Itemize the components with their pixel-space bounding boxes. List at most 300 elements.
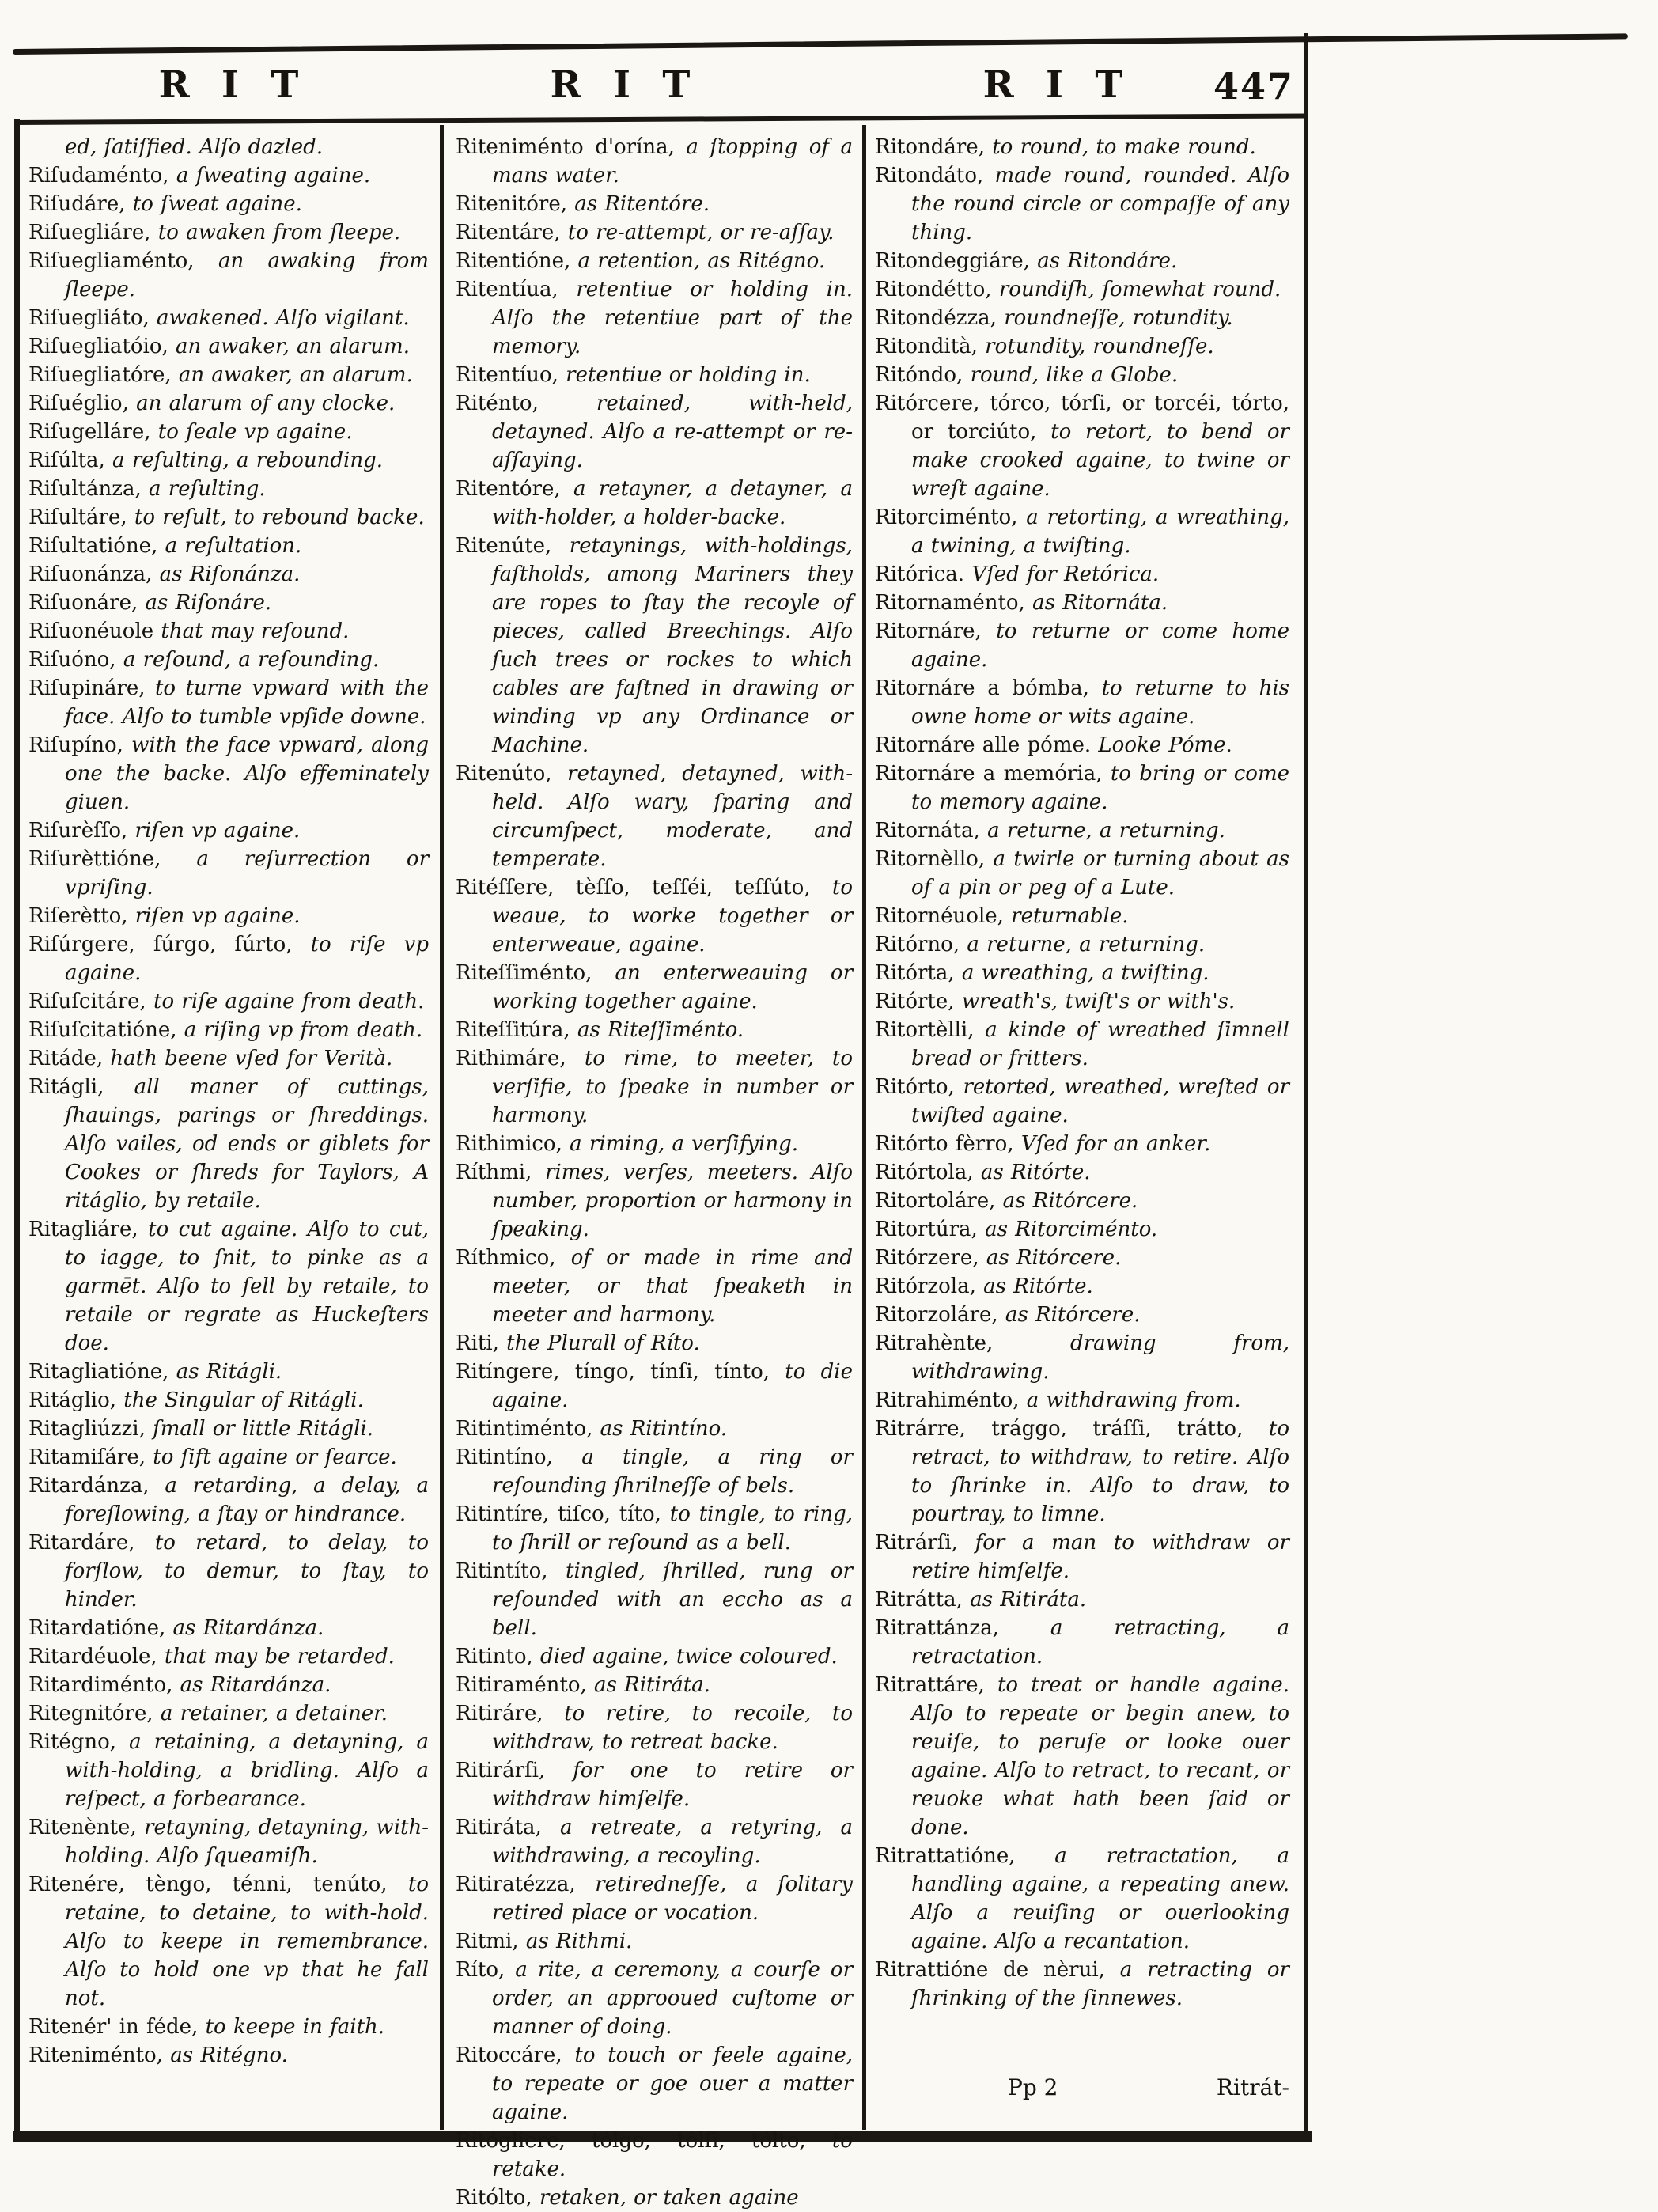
dictionary-entry	[875, 1386, 1289, 1415]
entry-headword: Riteſſiménto,	[456, 961, 592, 985]
dictionary-entry	[456, 532, 853, 759]
entry-definition: as Ritórcere.	[997, 1303, 1141, 1327]
entry-headword: Ritéſſere, tèſſo, teſſéi, teſſúto,	[456, 876, 811, 900]
dictionary-entry	[28, 1614, 429, 1642]
entry-definition: to re-attempt, or re-aſſay.	[560, 221, 835, 244]
entry-headword: Ritíngere, tíngo, tínſi, tínto,	[456, 1360, 770, 1384]
entry-definition: to awaken from ſleepe.	[150, 221, 401, 244]
entry-headword: Ritenér' in féde,	[28, 2015, 199, 2039]
entry-headword: Ritenènte,	[28, 1816, 137, 1839]
column-rule-2	[862, 125, 866, 2130]
entry-definition: of or made in rime and meeter, or that ſpeaketh in meeter and harmony.	[492, 1246, 853, 1327]
column-2	[456, 133, 853, 2210]
dictionary-entry	[28, 617, 429, 646]
entry-headword: Ritmi,	[456, 1930, 519, 1953]
entry-definition: to ſift againe or ſearce.	[146, 1445, 397, 1469]
entry-definition: a twirle or turning about as of a pin or peg of a Lute.	[911, 847, 1289, 900]
dictionary-entry	[28, 2041, 429, 2070]
entry-definition: retaynings, with-holdings, faſtholds, among Mariners they are ropes to ſtay the recoyle of pieces, called Breechings. Alſo ſuch trees or rockes to which cables are faſtned in drawing or winding vp any Ordinance or Machine.	[492, 534, 853, 757]
dictionary-entry	[28, 1870, 429, 2013]
entry-definition: as Ritorciménto.	[977, 1218, 1158, 1241]
entry-definition: a kinde of wreathed ſimnell bread or fritters.	[911, 1018, 1289, 1070]
entry-headword: Ritintíto,	[456, 1559, 548, 1583]
dictionary-entry	[456, 1756, 853, 1813]
entry-headword: Riſudaménto,	[28, 164, 169, 187]
dictionary-entry	[28, 674, 429, 731]
entry-headword: Ritortúra,	[875, 1218, 978, 1241]
column-1	[28, 133, 429, 2130]
dictionary-entry	[456, 873, 853, 959]
entry-definition: as Ritiráta.	[586, 1673, 710, 1697]
entry-headword: Riteniménto,	[28, 2043, 163, 2067]
dictionary-entry	[28, 1671, 429, 1699]
entry-definition: retaken, or taken againe	[532, 2186, 799, 2210]
dictionary-entry	[875, 1329, 1289, 1386]
entry-definition: as Ritardánza.	[165, 1616, 324, 1640]
entry-definition: roundiſh, ſomewhat round.	[991, 278, 1281, 301]
entry-headword: Ritornáre a memória,	[875, 762, 1103, 786]
entry-headword: Ritrárre, trággo, tráſſi, trátto,	[875, 1417, 1244, 1441]
entry-headword: Ritintíno,	[456, 1445, 553, 1469]
entry-headword: Ritortèlli,	[875, 1018, 975, 1042]
entry-definition: as Ritondáre.	[1029, 249, 1178, 273]
dictionary-entry	[28, 646, 429, 674]
entry-headword: Ritórzere,	[875, 1246, 979, 1270]
entry-definition: to touch or feele againe, to repeate or goe ouer a matter againe.	[492, 2043, 853, 2124]
dictionary-entry	[28, 389, 429, 418]
entry-headword: Riſuéglio,	[28, 392, 129, 415]
dictionary-entry	[875, 930, 1289, 959]
entry-definition: that may be retarded.	[157, 1645, 395, 1668]
dictionary-entry	[875, 133, 1289, 161]
dictionary-entry	[456, 1642, 853, 1671]
column-3	[875, 133, 1289, 2130]
entry-headword: Ritrahiménto,	[875, 1388, 1020, 1412]
entry-definition: as Riſonáre.	[138, 591, 272, 615]
entry-headword: Riſurèttióne,	[28, 847, 161, 871]
dictionary-entry	[28, 1728, 429, 1813]
running-head-3: R I T	[982, 63, 1133, 107]
dictionary-entry	[875, 503, 1289, 560]
page-footer	[875, 2074, 1289, 2100]
entry-headword: Riteſſitúra,	[456, 1018, 570, 1042]
entry-headword: Ritardánza,	[28, 1474, 150, 1498]
dictionary-entry	[28, 1044, 429, 1073]
entry-headword: Ritornéuole,	[875, 904, 1004, 928]
dictionary-entry	[456, 389, 853, 475]
entry-headword: Ritornèllo,	[875, 847, 986, 871]
entry-headword: Ritáglio,	[28, 1388, 117, 1412]
right-border-rule	[1304, 33, 1308, 2142]
page-number: 447	[1213, 65, 1295, 108]
dictionary-entry	[456, 1415, 853, 1443]
entry-definition: to keepe in faith.	[198, 2015, 385, 2039]
dictionary-entry	[28, 987, 429, 1016]
entry-headword: Ritentíuo,	[456, 363, 558, 387]
entry-headword: Ritagliúzzi,	[28, 1417, 146, 1441]
entry-headword: Riténto,	[456, 392, 539, 415]
dictionary-entry	[28, 1699, 429, 1728]
entry-definition: to rime, to meeter, to verſifie, to ſpeake in number or harmony.	[492, 1047, 853, 1127]
dictionary-entry	[456, 1016, 853, 1044]
dictionary-entry	[456, 247, 853, 275]
entry-definition: a retracting or ſhrinking of the ſinnewes.	[911, 1958, 1289, 2010]
dictionary-entry	[456, 190, 853, 218]
entry-headword: Ritardiménto,	[28, 1673, 173, 1697]
entry-headword: Ritortoláre,	[875, 1189, 996, 1213]
entry-headword: Ríto,	[456, 1958, 505, 1982]
entry-headword: Ritamiſáre,	[28, 1445, 146, 1469]
dictionary-entry	[875, 816, 1289, 845]
entry-headword: Riſuegliáre,	[28, 221, 151, 244]
entry-headword: Ritórto,	[875, 1075, 955, 1099]
entry-definition: a withdrawing from.	[1019, 1388, 1241, 1412]
entry-headword: Ríthmi,	[456, 1161, 532, 1184]
entry-definition: the Singular of Ritágli.	[116, 1388, 364, 1412]
entry-headword: Riſuegliatóre,	[28, 363, 172, 387]
header-rule	[14, 113, 1308, 125]
entry-headword: Riſultáre,	[28, 506, 127, 529]
entry-definition: an alarum of any clocke.	[128, 392, 396, 415]
entry-definition: a wreathing, a twiſting.	[954, 961, 1209, 985]
entry-headword: Riti,	[456, 1331, 499, 1355]
dictionary-entry	[875, 1158, 1289, 1187]
entry-headword: Riſuegliatóio,	[28, 335, 168, 358]
dictionary-entry	[28, 332, 429, 361]
entry-definition: to retort, to bend or make crooked againe, to twine or wreſt againe.	[911, 420, 1289, 501]
entry-definition: to treat or handle againe. Alſo to repeate or begin anew, to reuiſe, to peruſe or looke ouer againe. Alſo to retract, to recant, or reuoke what hath been ſaid or done.	[911, 1673, 1289, 1839]
dictionary-entry	[875, 617, 1289, 674]
entry-definition: a riſing vp from death.	[176, 1018, 423, 1042]
entry-definition: for a man to withdraw or retire himſelfe.	[911, 1531, 1289, 1583]
entry-headword: Riſugelláre,	[28, 420, 151, 444]
dictionary-entry	[875, 361, 1289, 389]
dictionary-entry	[875, 731, 1289, 759]
dictionary-entry	[456, 133, 853, 190]
entry-headword: Ritoccáre,	[456, 2043, 562, 2067]
entry-definition: tingled, ſhrilled, rung or reſounded with an eccho as a bell.	[492, 1559, 853, 1640]
entry-definition: to returne to his owne home or wits againe.	[911, 676, 1290, 729]
entry-definition: to tingle, to ring, to ſhrill or reſound as a bell.	[492, 1502, 853, 1555]
entry-definition: a reſulting.	[141, 477, 266, 501]
entry-headword: Ritórto fèrro,	[875, 1132, 1014, 1156]
entry-headword: Riſupináre,	[28, 676, 146, 700]
dictionary-entry	[875, 332, 1289, 361]
entry-headword: Ritentíua,	[456, 278, 558, 301]
top-rule	[13, 33, 1628, 55]
dictionary-entry	[28, 930, 429, 987]
entry-definition: to cut againe. Alſo to cut, to iagge, to ſnit, to pinke as a garmēt. Alſo to ſell by retaile, to retaile or regrate as Huckeſters doe.	[65, 1218, 429, 1355]
entry-definition: a retractation, a handling againe, a repeating anew. Alſo a reuiſing or ouerlooking againe. Alſo a recantation.	[911, 1844, 1289, 1953]
entry-headword: Ritorciménto,	[875, 506, 1018, 529]
dictionary-entry	[28, 1813, 429, 1870]
dictionary-entry	[28, 190, 429, 218]
dictionary-entry	[28, 731, 429, 816]
entry-definition: an awaker, an alarum.	[168, 335, 410, 358]
entry-definition: as Riteſſiménto.	[570, 1018, 744, 1042]
entry-headword: Ritinto,	[456, 1645, 533, 1668]
dictionary-entry	[28, 247, 429, 304]
entry-headword: Rithimico,	[456, 1132, 562, 1156]
entry-headword: Ritenére, tèngo, ténni, tenúto,	[28, 1873, 388, 1896]
dictionary-entry	[456, 2184, 853, 2212]
dictionary-entry	[875, 589, 1289, 617]
dictionary-entry	[28, 1415, 429, 1443]
entry-headword: Ritornáta,	[875, 819, 980, 843]
column-rule-1	[440, 125, 444, 2130]
entry-definition: retentiue or holding in. Alſo the retentiue part of the memory.	[492, 278, 853, 358]
dictionary-entry	[456, 1956, 853, 2041]
entry-headword: Ritórtola,	[875, 1161, 974, 1184]
entry-definition: a retaining, a detayning, a with-holding, a bridling. Alſo a reſpect, a forbearance.	[65, 1730, 429, 1811]
entry-definition: a retorting, a wreathing, a twining, a twiſting.	[911, 506, 1289, 558]
entry-headword: Ritintiménto,	[456, 1417, 593, 1441]
dictionary-entry	[456, 1671, 853, 1699]
dictionary-entry	[28, 560, 429, 589]
entry-headword: Ritentióne,	[456, 249, 571, 273]
entry-headword: Ritorzoláre,	[875, 1303, 998, 1327]
entry-definition: an awaker, an alarum.	[171, 363, 413, 387]
entry-headword: Ritondétto,	[875, 278, 992, 301]
entry-definition: to retard, to delay, to forſlow, to demur, to ſtay, to hinder.	[65, 1531, 429, 1612]
dictionary-entry	[875, 845, 1289, 902]
entry-definition: a reſound, a reſounding.	[115, 648, 380, 672]
entry-definition: a riming, a verſifying.	[562, 1132, 799, 1156]
entry-headword: Ritrárſi,	[875, 1531, 958, 1555]
dictionary-entry	[456, 1557, 853, 1642]
entry-definition: as Ritórcere.	[995, 1189, 1138, 1213]
entry-definition: round, like a Globe.	[963, 363, 1179, 387]
entry-headword: Ritórte,	[875, 990, 955, 1013]
entry-definition: to bring or come to memory againe.	[911, 762, 1290, 814]
entry-headword: Ritrattánza,	[875, 1616, 999, 1640]
dictionary-entry	[875, 1272, 1289, 1301]
dictionary-entry	[875, 247, 1289, 275]
dictionary-entry	[28, 1358, 429, 1386]
entry-definition: rotundity, roundneſſe.	[977, 335, 1214, 358]
entry-headword: Ritardatióne,	[28, 1616, 166, 1640]
entry-headword: Riſuſcitáre,	[28, 990, 146, 1013]
dictionary-entry	[28, 902, 429, 930]
entry-headword: Riſuonánza,	[28, 562, 153, 586]
entry-definition: awakened. Alſo vigilant.	[149, 306, 410, 330]
dictionary-entry	[28, 589, 429, 617]
entry-definition: drawing from, withdrawing.	[911, 1331, 1289, 1384]
entry-headword: Riſurèſſo,	[28, 819, 128, 843]
entry-headword: Ritiratézza,	[456, 1873, 576, 1896]
dictionary-entry	[28, 1642, 429, 1671]
entry-headword: Ritrátta,	[875, 1588, 963, 1612]
dictionary-entry	[456, 1244, 853, 1329]
entry-headword: Riſúlta,	[28, 449, 105, 472]
dictionary-entry	[28, 218, 429, 247]
dictionary-entry	[875, 1073, 1289, 1130]
entry-definition: for one to retire or withdraw himſelfe.	[492, 1759, 853, 1811]
dictionary-entry	[875, 275, 1289, 304]
entry-definition: that may reſound.	[153, 619, 350, 643]
entry-headword: Ritáde,	[28, 1047, 104, 1070]
dictionary-entry	[28, 532, 429, 560]
dictionary-entry	[28, 475, 429, 503]
entry-definition: as Ritágli.	[168, 1360, 282, 1384]
entry-definition: to ſeale vp againe.	[150, 420, 353, 444]
entry-headword: Ritóndo,	[875, 363, 963, 387]
dictionary-entry	[456, 1158, 853, 1244]
entry-definition: made round, rounded. Alſo the round circle or compaſſe of any thing.	[911, 164, 1289, 244]
entry-definition: to reſult, to rebound backe.	[127, 506, 425, 529]
dictionary-entry	[875, 1415, 1289, 1528]
entry-definition: a retarding, a delay, a foreſlowing, a ſtay or hindrance.	[65, 1474, 429, 1526]
entry-headword: Ritentóre,	[456, 477, 561, 501]
entry-headword: Ritórno,	[875, 933, 960, 956]
dictionary-entry	[28, 1073, 429, 1215]
entry-headword: Ritórica.	[875, 562, 965, 586]
entry-definition: a tingle, a ring or reſounding ſhrilneſſe of bels.	[492, 1445, 853, 1498]
entry-headword: Riſuſcitatióne,	[28, 1018, 177, 1042]
entry-definition: a returne, a returning.	[960, 933, 1206, 956]
entry-definition: riſen vp againe.	[127, 819, 301, 843]
dictionary-entry	[456, 1044, 853, 1130]
entry-definition: died againe, twice coloured.	[532, 1645, 838, 1668]
entry-headword: Ritardáre,	[28, 1531, 135, 1555]
entry-definition: to ſweat againe.	[125, 192, 302, 216]
entry-definition: a reſurrection or vpriſing.	[65, 847, 429, 900]
entry-headword: Ritintíre, tiſco, títo,	[456, 1502, 661, 1526]
entry-definition: Vſed for an anker.	[1013, 1132, 1211, 1156]
dictionary-entry	[456, 1443, 853, 1500]
entry-headword: Ritrattatióne,	[875, 1844, 1016, 1868]
entry-headword: Ritentáre,	[456, 221, 561, 244]
entry-definition: riſen vp againe.	[127, 904, 301, 928]
catchword: Ritrát-	[1216, 2074, 1289, 2100]
running-head-1: R I T	[158, 63, 309, 107]
dictionary-entry	[28, 161, 429, 190]
dictionary-entry	[456, 1358, 853, 1415]
entry-definition: as Ritintíno.	[592, 1417, 728, 1441]
dictionary-entry	[875, 1528, 1289, 1585]
entry-definition: hath beene vſed for Verità.	[103, 1047, 393, 1070]
entry-definition: a returne, a returning.	[979, 819, 1225, 843]
entry-headword: Ritágli,	[28, 1075, 104, 1099]
entry-definition: retained, with-held, detayned. Alſo a re-attempt or re-aſſaying.	[492, 392, 853, 472]
entry-definition: to riſe againe from death.	[146, 990, 425, 1013]
dictionary-entry	[875, 902, 1289, 930]
entry-definition: retayning, detayning, with-holding. Alſo ſqueamiſh.	[65, 1816, 429, 1868]
dictionary-entry	[875, 1301, 1289, 1329]
entry-headword: Riſultatióne,	[28, 534, 158, 558]
dictionary-entry	[456, 475, 853, 532]
dictionary-entry	[456, 218, 853, 247]
entry-definition: an awaking from ſleepe.	[65, 249, 429, 301]
entry-definition: retiredneſſe, a ſolitary retired place or vocation.	[492, 1873, 853, 1925]
entry-headword: Ritenúte,	[456, 534, 552, 558]
dictionary-entry	[456, 1927, 853, 1956]
entry-headword: Ritrattióne de nèrui,	[875, 1958, 1105, 1982]
entry-definition: roundneſſe, rotundity.	[996, 306, 1233, 330]
entry-definition: Looke Póme.	[1091, 733, 1232, 757]
entry-definition: to retract, to withdraw, to retire. Alſo to ſhrinke in. Alſo to draw, to pourtray, to limne.	[911, 1417, 1289, 1526]
entry-definition: a reſultation.	[157, 534, 302, 558]
dictionary-entry	[456, 275, 853, 361]
dictionary-entry	[28, 133, 429, 161]
entry-definition: an enterweauing or working together againe.	[492, 961, 853, 1013]
entry-headword: Ritógliere, tólgo, tólſi, tólto,	[456, 2129, 806, 2153]
dictionary-entry	[456, 759, 853, 873]
entry-definition: with the face vpward, along one the backe. Alſo effeminately giuen.	[65, 733, 429, 814]
dictionary-entry	[456, 959, 853, 1016]
dictionary-entry	[28, 1016, 429, 1044]
entry-headword: Ritenúto,	[456, 762, 552, 786]
dictionary-entry	[875, 161, 1289, 247]
entry-definition: as Ritórcere.	[979, 1246, 1122, 1270]
dictionary-entry	[875, 674, 1289, 731]
dictionary-entry	[28, 361, 429, 389]
dictionary-entry	[456, 361, 853, 389]
dictionary-entry	[875, 1244, 1289, 1272]
entry-definition: to riſe vp againe.	[65, 933, 429, 985]
entry-definition: as Ritiráta.	[962, 1588, 1087, 1612]
entry-definition: the Plurall of Ríto.	[498, 1331, 700, 1355]
entry-headword: Ritórcere, tórco, tórſi, or torcéi, tórto, or torciúto,	[875, 392, 1289, 444]
entry-definition: a rite, a ceremony, a courſe or order, an approoued cuſtome or manner of doing.	[492, 1958, 853, 2039]
entry-headword: Riſúrgere, ſúrgo, ſúrto,	[28, 933, 293, 956]
entry-definition: to retaine, to detaine, to with-hold. Alſo to keepe in remembrance. Alſo to hold one vp that he fall not.	[65, 1873, 429, 2010]
entry-headword: Ritiráre,	[456, 1702, 543, 1725]
dictionary-entry	[875, 1215, 1289, 1244]
entry-headword: Ritondézza,	[875, 306, 997, 330]
entry-headword: Riſudáre,	[28, 192, 126, 216]
dictionary-entry	[875, 1842, 1289, 1956]
entry-definition: ed, ſatiſfied. Alſo dazled.	[65, 135, 324, 159]
entry-definition: a ſweating againe.	[168, 164, 371, 187]
entry-headword: Ritardéuole,	[28, 1645, 157, 1668]
entry-headword: Ritornáre a bómba,	[875, 676, 1089, 700]
entry-definition: a retreate, a retyring, a withdrawing, a recoyling.	[492, 1816, 853, 1868]
entry-definition: wreath's, twiſt's or with's.	[954, 990, 1236, 1013]
entry-headword: Ritondeggiáre,	[875, 249, 1030, 273]
entry-definition: as Rithmi.	[518, 1930, 633, 1953]
dictionary-entry	[28, 816, 429, 845]
dictionary-entry	[456, 1500, 853, 1557]
entry-definition: retentiue or holding in.	[558, 363, 811, 387]
dictionary-entry	[875, 389, 1289, 503]
entry-headword: Ritrahènte,	[875, 1331, 994, 1355]
entry-definition: to retake.	[492, 2129, 853, 2181]
entry-headword: Riſultánza,	[28, 477, 142, 501]
entry-definition: as Ritentóre.	[566, 192, 710, 216]
dictionary-entry	[28, 1386, 429, 1415]
entry-definition: returnable.	[1003, 904, 1129, 928]
dictionary-entry	[875, 959, 1289, 987]
entry-definition: a reſulting, a rebounding.	[104, 449, 383, 472]
entry-definition: to retire, to recoile, to withdraw, to retreat backe.	[492, 1702, 853, 1754]
dictionary-entry	[28, 304, 429, 332]
dictionary-entry	[875, 1671, 1289, 1842]
entry-definition: to round, to make round.	[984, 135, 1256, 159]
entry-definition: as Ritégno.	[162, 2043, 288, 2067]
dictionary-entry	[456, 2041, 853, 2127]
dictionary-entry	[28, 1215, 429, 1358]
entry-headword: Ritenitóre,	[456, 192, 567, 216]
entry-definition: a ſtopping of a mans water.	[492, 135, 853, 187]
entry-headword: Ritégno,	[28, 1730, 117, 1754]
dictionary-entry	[875, 1585, 1289, 1614]
entry-headword: Riſuóno,	[28, 648, 116, 672]
entry-definition: to weaue, to worke together or enterweaue, againe.	[492, 876, 853, 956]
entry-headword: Ritórta,	[875, 961, 955, 985]
dictionary-entry	[28, 2013, 429, 2041]
entry-definition: as Ritórte.	[973, 1161, 1091, 1184]
